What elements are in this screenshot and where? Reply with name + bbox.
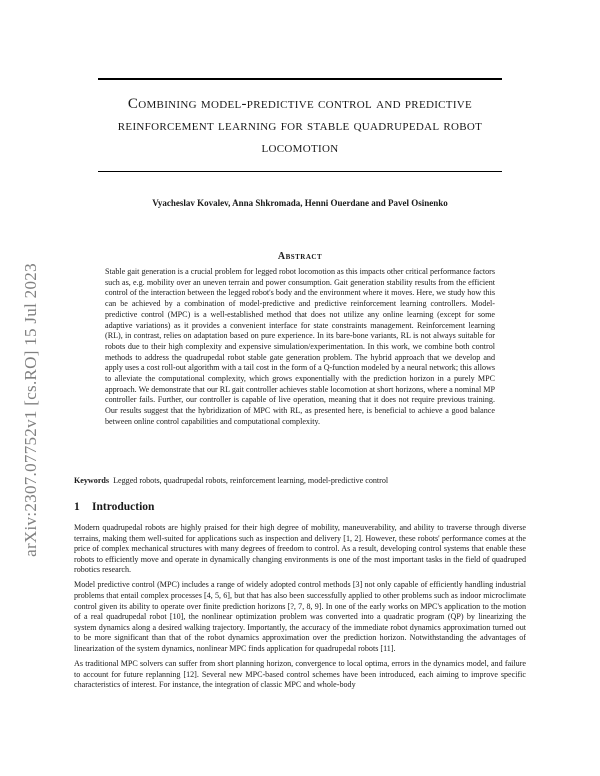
keywords-list: Legged robots, quadrupedal robots, reinforcement learning, model-predictive control — [113, 476, 389, 485]
abstract-body: Stable gait generation is a crucial problem for legged robot locomotion as this impacts other critical performance factors such as, e.g. mobility over an uneven terrain and power consumption. Gait generation stability results from the efficient control of the interaction between the legged robot's body and the environment where it moves. Here, we study how this can be achieved by a combination of model-predictive and predictive reinforcement learning controllers. Model-predictive control (MPC) is a well-established method that does not utilize any online learning (except for some adaptive variations) as it provides a convenient interface for state constraints management. Reinforcement learning (RL), in contrast, relies on adaptation based on pure experience. In its bare-bone variants, RL is not always suitable for robots due to their high complexity and expensive simulation/experimentation. In this work, we combine both control methods to address the quadrupedal robot stable gate generation problem. The hybrid approach that we develop and apply uses a cost roll-out algorithm with a tail cost in the form of a Q-function modeled by a neural network; this allows to alleviate the computational complexity, which grows exponentially with the prediction horizon in a purely MPC approach. We demonstrate that our RL gait controller achieves stable locomotion at short horizons, where a nominal MP controller fails. Further, our controller is capable of live operation, meaning that it does not require previous training. Our results suggest that the hybridization of MPC with RL, as presented here, is beneficial to achieve a good balance between online control capabilities and computational complexity. — [105, 267, 495, 426]
section-heading — [74, 501, 154, 513]
section-title: Introduction — [92, 501, 155, 513]
title-rule-bottom — [98, 171, 502, 172]
arxiv-sidebar-stamp — [16, 200, 46, 620]
paragraph: As traditional MPC solvers can suffer from short planning horizon, convergence to local optima, errors in the dynamics model, and failure to account for future replanning [12]. Several new MPC-based control schemes have been introduced, each aiming to improve specific characteristics of interest. For instance, the integration of classic MPC and whole-body — [74, 659, 526, 690]
abstract-heading: Abstract — [277, 251, 323, 262]
arxiv-identifier: arXiv:2307.07752v1 [cs.RO] 15 Jul 2023 — [21, 263, 40, 557]
keywords-label: Keywords — [74, 476, 110, 485]
title-rule-top — [98, 78, 502, 80]
section-number: 1 — [74, 501, 80, 513]
section-body — [74, 523, 526, 695]
paragraph: Model predictive control (MPC) includes a range of widely adopted control methods [3] not only capable of efficiently handling industrial problems that entail complex processes [4, 5, 6], but that has also been successfully applied to other problems such as indoor microclimate control given its ability to operate over finite prediction horizons [?, 7, 8, 9]. In one of the early works on MPC's application to the motion of a real quadrupedal robot [10], the nonlinear optimization problem was converted into a quadratic program (QP) by linearizing the system dynamics along a desired walking trajectory. Importantly, the accuracy of the immediate robot dynamics approximation turned out to be more significant than that of the robot dynamics approximation over the prediction horizon. Notwithstanding the advantages of linearization of the system dynamics, nonlinear MPC finds application for quadrupedal robots [11]. — [74, 580, 526, 654]
author-list: Vyacheslav Kovalev, Anna Shkromada, Henni Ouerdane and Pavel Osinenko — [152, 198, 448, 208]
paragraph: Modern quadrupedal robots are highly praised for their high degree of mobility, maneuverability, and ability to traverse through diverse terrains, making them well-suited for applications such as inspection and delivery [1, 2]. However, these robots' performance comes at the price of complex mechanical structures with many degrees of freedom to control. As a result, developing control systems that enable these robots to efficiently move and operate in dynamically changing environments is one of the most important tasks in the field of quadruped robotics research. — [74, 523, 526, 575]
keywords-line — [74, 476, 526, 485]
paper-title: Combining model-predictive control and predictive reinforcement learning for stable quadrupedal robot locomotion — [117, 96, 483, 156]
